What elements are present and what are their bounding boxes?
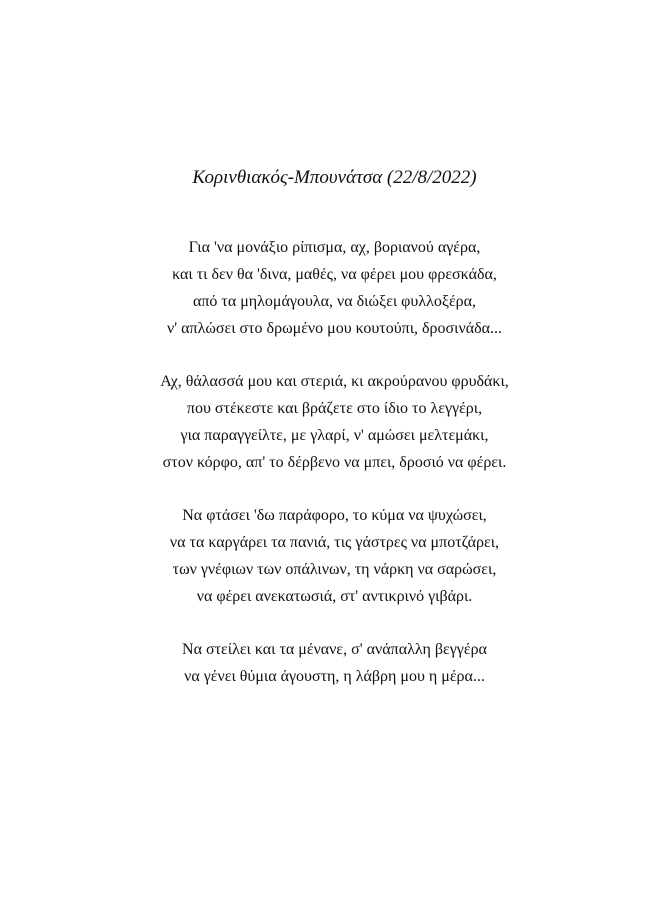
poem-line: να γένει θύμια άγουστη, η λάβρη μου η μέρα...	[184, 668, 485, 685]
poem-line: και τι δεν θα 'δινα, μαθές, να φέρει μου φρεσκάδα,	[172, 266, 497, 283]
poem-line: από τα μηλομάγουλα, να διώξει φυλλοξέρα,	[192, 293, 477, 310]
stanza-1	[0, 234, 669, 342]
poem-line: Αχ, θάλασσά μου και στεριά, κι ακρούρανου φρυδάκι,	[160, 373, 509, 390]
poem-line: Να στείλει και τα μένανε, σ' ανάπαλλη βεγγέρα	[182, 641, 487, 658]
stanza-3	[0, 502, 669, 610]
poem-line: που στέκεστε και βράζετε στο ίδιο το λεγγέρι,	[186, 400, 483, 417]
stanza-2	[0, 368, 669, 476]
poem-line: Για 'να μονάξιο ρίπισμα, αχ, βοριανού αγέρα,	[188, 239, 481, 256]
poem-title: Κορινθιακός-Μπουνάτσα (22/8/2022)	[192, 167, 477, 188]
poem-line: για παραγγείλτε, με γλαρί, ν' αμώσει μελτεμάκι,	[180, 427, 489, 444]
poem-line: να τα καργάρει τα πανιά, τις γάστρες να μποτζάρει,	[169, 534, 500, 551]
poem-line: ν' απλώσει στο δρωμένο μου κουτούπι, δροσινάδα...	[166, 320, 502, 337]
poem-line: των γνέφιων των οπάλινων, τη νάρκη να σαρώσει,	[172, 561, 497, 578]
poem-line: στον κόρφο, απ' το δέρβενο να μπει, δροσιό να φέρει.	[162, 454, 507, 471]
stanza-4	[0, 636, 669, 690]
poem-body	[0, 234, 669, 716]
poem-line: να φέρει ανεκατωσιά, στ' αντικρινό γιβάρι.	[196, 588, 473, 605]
poem-line: Να φτάσει 'δω παράφορο, το κύμα να ψυχώσει,	[182, 507, 487, 524]
